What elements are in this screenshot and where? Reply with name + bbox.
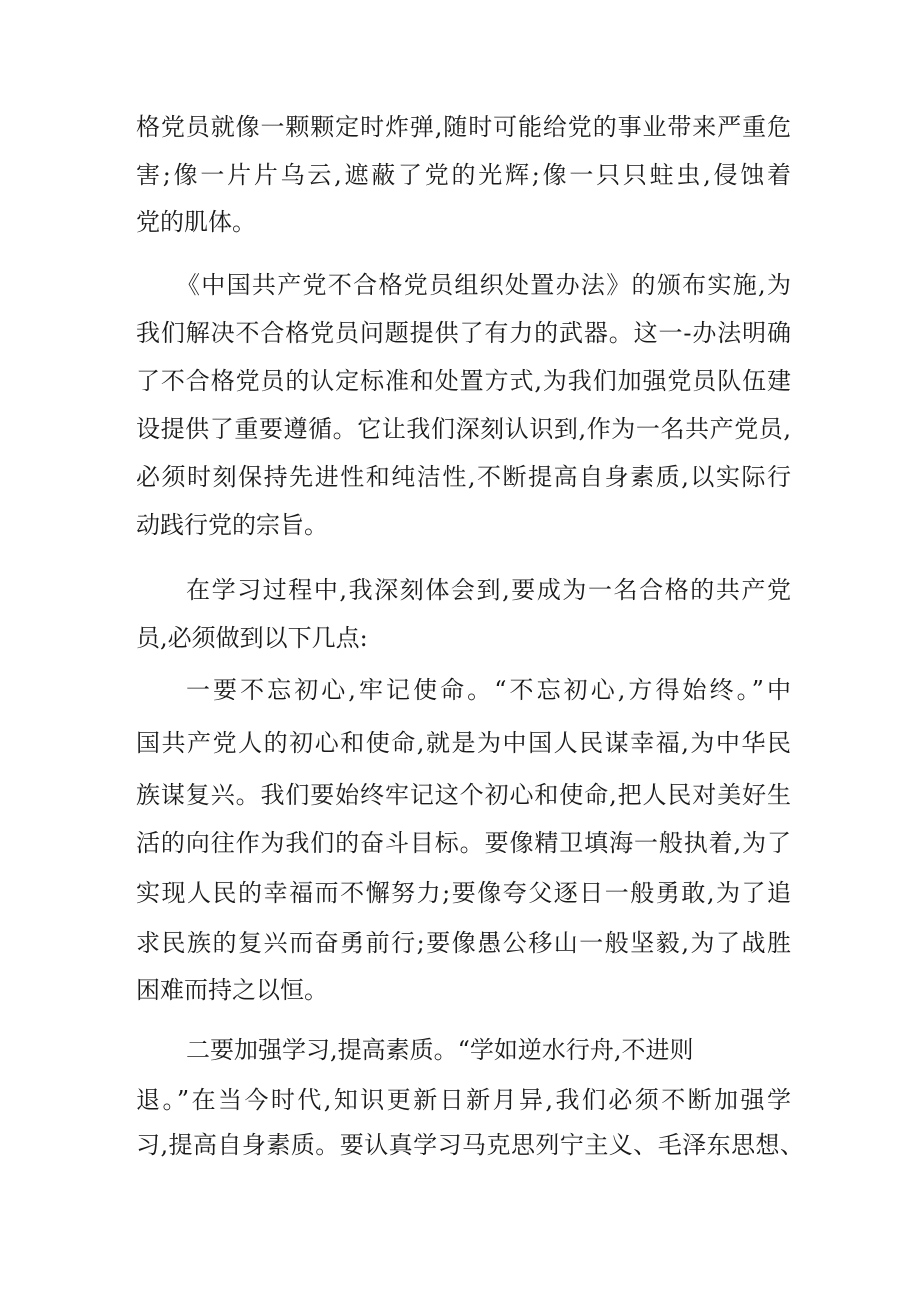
text-line: 在学习过程中,我深刻体会到,要成为一名合格的共产党 xyxy=(186,576,791,604)
text-line: 一要不忘初心,牢记使命。“不忘初心,方得始终。”中 xyxy=(186,676,791,704)
text-line: 族谋复兴。我们要始终牢记这个初心和使命,把人民对美好生 xyxy=(136,781,791,809)
text-line: 害;像一片片乌云,遮蔽了党的光辉;像一只只蛀虫,侵蚀着 xyxy=(136,161,791,189)
text-line: 党的肌体。 xyxy=(136,208,256,236)
text-line: 《中国共产党不合格党员组织处置办法》的颁布实施,为 xyxy=(176,271,791,299)
text-line: 设提供了重要遵循。它让我们深刻认识到,作为一名共产党员, xyxy=(136,415,791,443)
text-line: 员,必须做到以下几点: xyxy=(136,624,368,652)
text-line: 活的向往作为我们的奋斗目标。要像精卫填海一般执着,为了 xyxy=(136,829,791,857)
text-line: 必须时刻保持先进性和纯洁性,不断提高自身素质,以实际行 xyxy=(136,463,791,491)
text-line: 我们解决不合格党员问题提供了有力的武器。这一-办法明确 xyxy=(136,319,791,347)
text-line: 困难而持之以恒。 xyxy=(136,976,328,1004)
text-line: 了不合格党员的认定标准和处置方式,为我们加强党员队伍建 xyxy=(136,367,791,395)
text-line: 动践行党的宗旨。 xyxy=(136,511,328,539)
text-line: 格党员就像一颗颗定时炸弹,随时可能给党的事业带来严重危 xyxy=(136,113,791,141)
text-line: 国共产党人的初心和使命,就是为中国人民谋幸福,为中华民 xyxy=(136,729,791,757)
text-line: 退。”在当今时代,知识更新日新月异,我们必须不断加强学 xyxy=(136,1086,791,1114)
text-line: 实现人民的幸福而不懈努力;要像夸父逐日一般勇敢,为了追 xyxy=(136,879,791,907)
text-line: 求民族的复兴而奋勇前行;要像愚公移山一般坚毅,为了战胜 xyxy=(136,929,791,957)
text-line: 二要加强学习,提高素质。“学如逆水行舟,不进则 xyxy=(186,1036,694,1064)
text-line: 习,提高自身素质。要认真学习马克思列宁主义、毛泽东思想、 xyxy=(136,1131,804,1159)
